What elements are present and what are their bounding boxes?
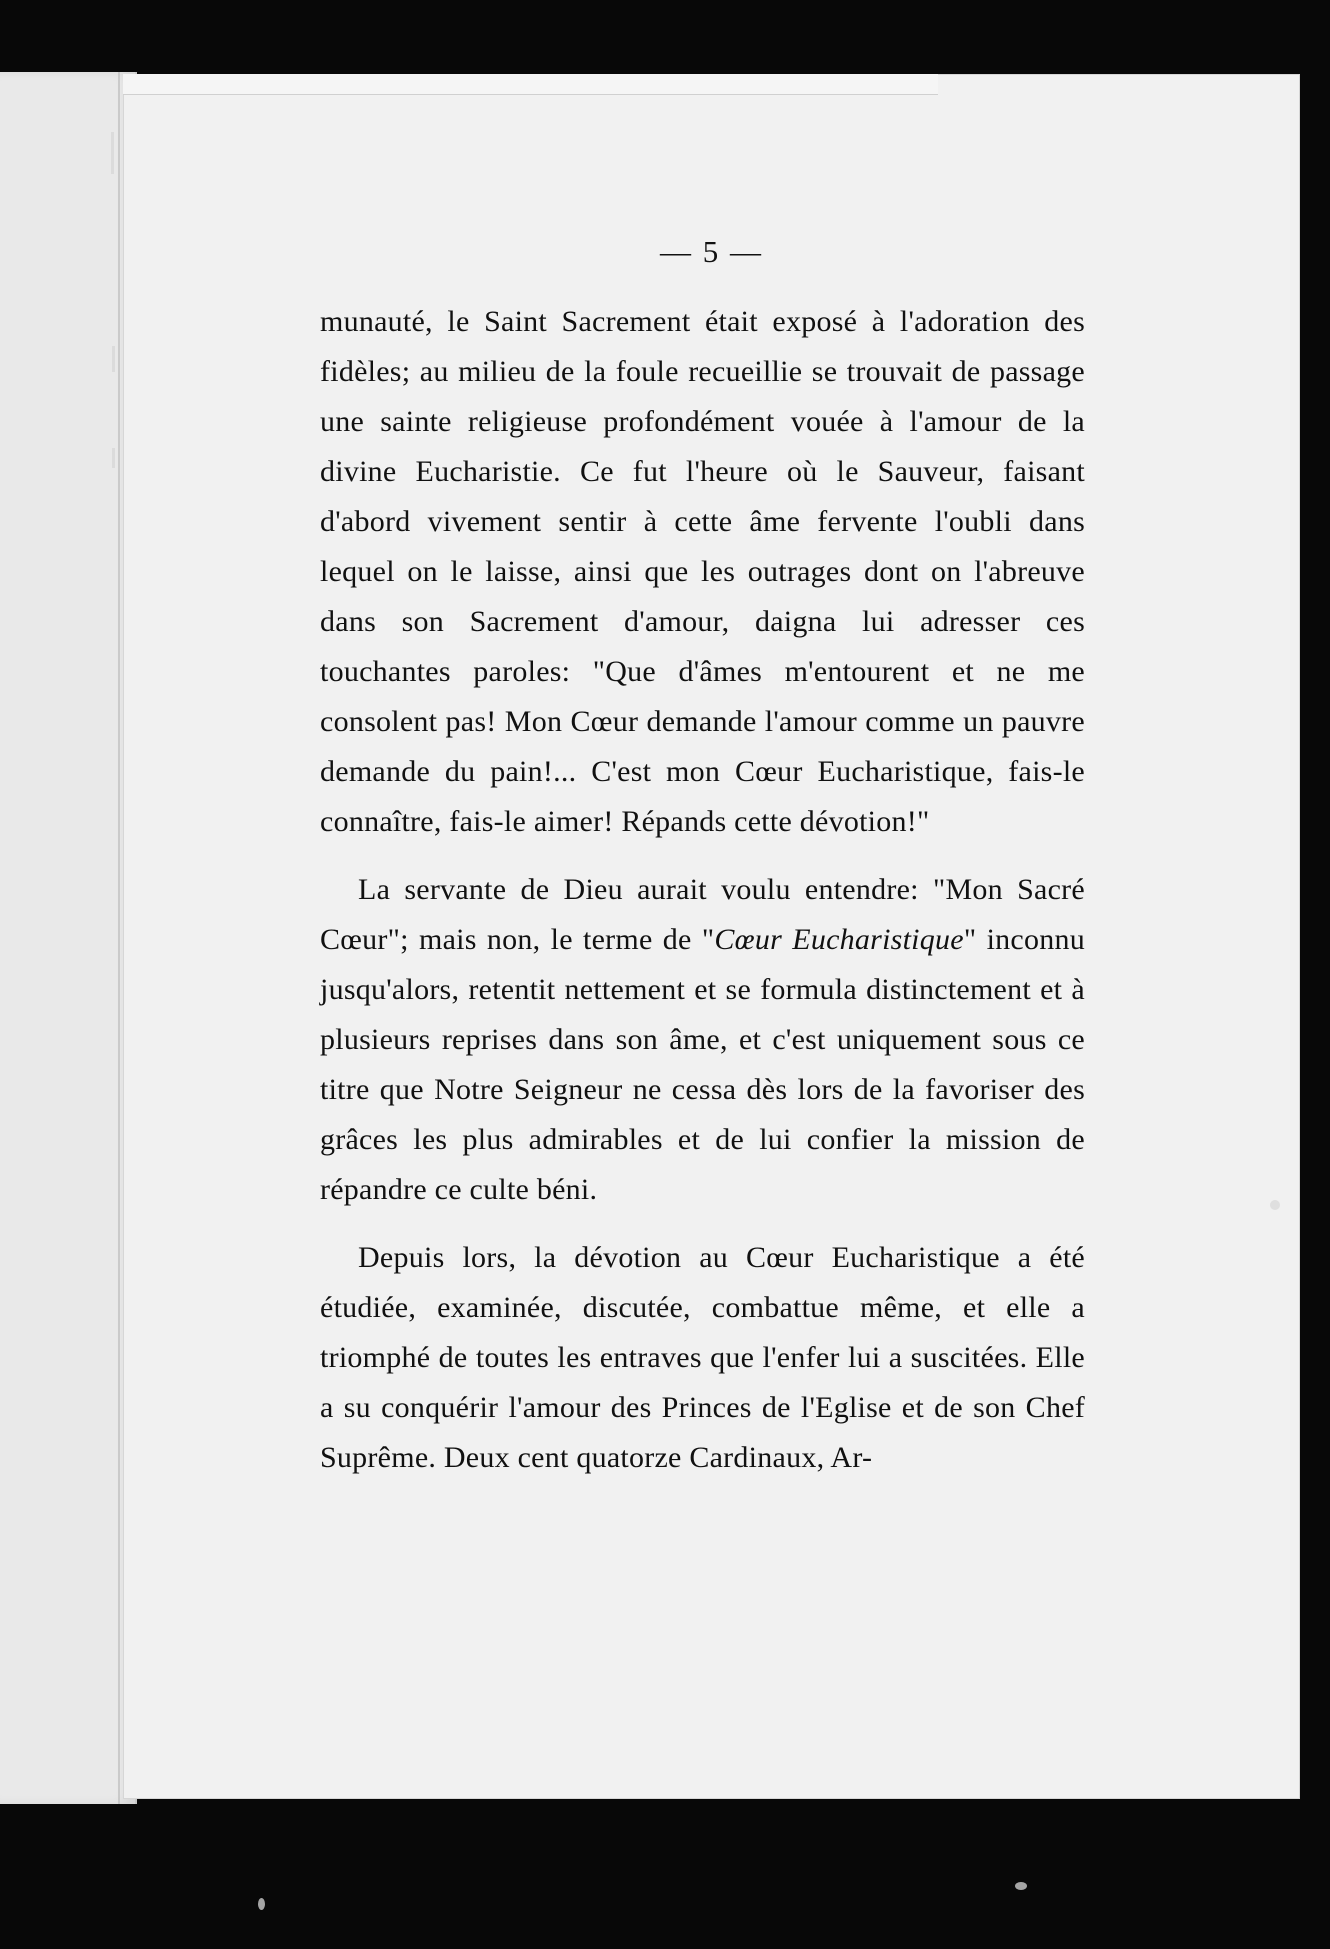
paragraph-3: Depuis lors, la dévotion au Cœur Eucharistique a été étudiée, examinée, discutée, combattue même, et elle a triomphé de toutes les entraves que l'enfer lui a suscitées. Elle a su conquérir l'amour des Princes de l'Eglise et de son Chef Suprême. Deux cent quatorze Cardinaux, Ar- bbox=[320, 1241, 1085, 1474]
page-number: — 5 — bbox=[660, 234, 763, 269]
paragraph-2-italic-phrase: Cœur Eucharistique bbox=[714, 923, 964, 956]
paragraph-2 bbox=[320, 865, 1085, 1215]
left-margin-scratch bbox=[112, 346, 115, 372]
paragraph-2-before-italic: La servante de Dieu aurait voulu entendre: "Mon Sacré Cœur"; mais non, le terme de " bbox=[320, 873, 1085, 956]
left-margin-scratch bbox=[112, 448, 115, 468]
page-text bbox=[320, 297, 1085, 1483]
paragraph-1: munauté, le Saint Sacrement était exposé à l'adoration des fidèles; au milieu de la foule recueillie se trouvait de passage une sainte religieuse profondément vouée à l'amour de la divine Eucharistie. Ce fut l'heure où le Sauveur, faisant d'abord vivement sentir à cette âme fervente l'oubli dans lequel on le laisse, ainsi que les outrages dont on l'abreuve dans son Sacrement d'amour, daigna lui adresser ces touchantes paroles: "Que d'âmes m'entourent et ne me consolent pas! Mon Cœur demande l'amour comme un pauvre demande du pain!... C'est mon Cœur Eucharistique, fais-le connaître, fais-le aimer! Répands cette dévotion!" bbox=[320, 305, 1085, 838]
scan-speck bbox=[258, 1898, 265, 1910]
left-page-edge bbox=[0, 72, 137, 1804]
printed-page bbox=[123, 74, 1300, 1799]
paragraph-2-after-italic: " inconnu jusqu'alors, retentit nettement et se formula distinctement et à plusieurs reprises dans son âme, et c'est uniquement sous ce titre que Notre Seigneur ne cessa dès lors de la favoriser des grâces les plus admirables et de lui confier la mission de répandre ce culte béni. bbox=[320, 923, 1085, 1206]
scan-speck bbox=[1015, 1882, 1027, 1890]
scan-speck bbox=[1270, 1200, 1280, 1210]
left-margin-scratch bbox=[111, 132, 114, 174]
